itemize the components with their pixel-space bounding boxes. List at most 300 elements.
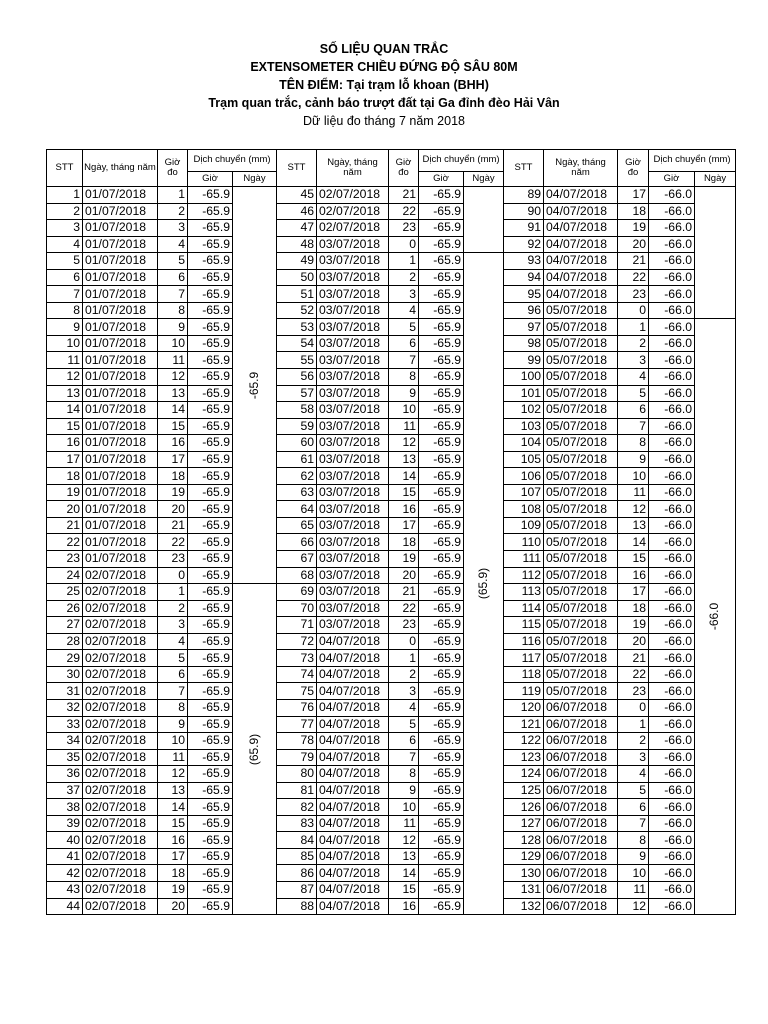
cell-hour: 1 <box>158 584 188 601</box>
cell-stt: 127 <box>504 815 544 832</box>
cell-displacement-hour: -65.9 <box>188 898 233 915</box>
cell-displacement-hour: -65.9 <box>419 633 464 650</box>
cell-displacement-hour: -66.0 <box>649 187 695 204</box>
cell-displacement-hour: -66.0 <box>649 716 695 733</box>
cell-date: 05/07/2018 <box>544 385 618 402</box>
cell-stt: 8 <box>47 302 83 319</box>
cell-hour: 1 <box>158 187 188 204</box>
cell-displacement-hour: -66.0 <box>649 683 695 700</box>
cell-stt: 125 <box>504 782 544 799</box>
cell-displacement-hour: -66.0 <box>649 484 695 501</box>
cell-date: 03/07/2018 <box>317 269 389 286</box>
cell-stt: 76 <box>277 699 317 716</box>
document-header <box>0 40 768 130</box>
cell-stt: 28 <box>47 633 83 650</box>
cell-stt: 27 <box>47 617 83 634</box>
cell-date: 01/07/2018 <box>83 551 158 568</box>
cell-date: 02/07/2018 <box>317 187 389 204</box>
cell-displacement-hour: -65.9 <box>419 881 464 898</box>
cell-displacement-day <box>464 253 504 915</box>
column-header-displacement: Dịch chuyển (mm) <box>188 150 277 172</box>
cell-date: 05/07/2018 <box>544 451 618 468</box>
table-row <box>47 534 736 551</box>
cell-date: 02/07/2018 <box>83 567 158 584</box>
cell-date: 05/07/2018 <box>544 468 618 485</box>
cell-hour: 13 <box>158 385 188 402</box>
cell-displacement-hour: -66.0 <box>649 269 695 286</box>
column-header-disp-day: Ngày <box>464 172 504 187</box>
cell-stt: 58 <box>277 402 317 419</box>
cell-displacement-hour: -65.9 <box>419 203 464 220</box>
cell-displacement-hour: -65.9 <box>419 716 464 733</box>
cell-displacement-hour: -65.9 <box>419 815 464 832</box>
cell-displacement-hour: -65.9 <box>419 898 464 915</box>
cell-hour: 10 <box>158 733 188 750</box>
cell-date: 06/07/2018 <box>544 782 618 799</box>
cell-displacement-hour: -65.9 <box>419 600 464 617</box>
cell-date: 03/07/2018 <box>317 617 389 634</box>
cell-date: 05/07/2018 <box>544 319 618 336</box>
cell-stt: 122 <box>504 733 544 750</box>
cell-displacement-hour: -65.9 <box>188 666 233 683</box>
cell-hour: 14 <box>158 799 188 816</box>
cell-displacement-hour: -66.0 <box>649 501 695 518</box>
column-header-hour: Giờ đo <box>618 150 649 187</box>
cell-date: 04/07/2018 <box>317 749 389 766</box>
table-row <box>47 749 736 766</box>
table-row <box>47 484 736 501</box>
cell-date: 01/07/2018 <box>83 236 158 253</box>
cell-displacement-hour: -65.9 <box>419 766 464 783</box>
cell-displacement-hour: -66.0 <box>649 567 695 584</box>
cell-displacement-hour: -66.0 <box>649 766 695 783</box>
cell-stt: 30 <box>47 666 83 683</box>
cell-date: 05/07/2018 <box>544 435 618 452</box>
cell-displacement-hour: -66.0 <box>649 517 695 534</box>
cell-displacement-hour: -65.9 <box>419 286 464 303</box>
cell-stt: 33 <box>47 716 83 733</box>
cell-stt: 5 <box>47 253 83 270</box>
column-header-date: Ngày, tháng năm <box>544 150 618 187</box>
cell-hour: 6 <box>618 402 649 419</box>
cell-stt: 108 <box>504 501 544 518</box>
cell-hour: 22 <box>618 666 649 683</box>
cell-displacement-day <box>464 187 504 253</box>
cell-date: 06/07/2018 <box>544 898 618 915</box>
day-value-label: -66.0 <box>707 603 722 631</box>
cell-hour: 1 <box>618 716 649 733</box>
cell-displacement-hour: -66.0 <box>649 815 695 832</box>
cell-date: 06/07/2018 <box>544 799 618 816</box>
cell-stt: 18 <box>47 468 83 485</box>
cell-hour: 15 <box>158 418 188 435</box>
cell-hour: 21 <box>618 650 649 667</box>
cell-stt: 90 <box>504 203 544 220</box>
cell-hour: 11 <box>618 881 649 898</box>
cell-date: 04/07/2018 <box>544 286 618 303</box>
cell-date: 04/07/2018 <box>317 799 389 816</box>
cell-date: 06/07/2018 <box>544 716 618 733</box>
cell-hour: 23 <box>389 617 419 634</box>
cell-stt: 22 <box>47 534 83 551</box>
cell-displacement-hour: -65.9 <box>188 253 233 270</box>
cell-hour: 11 <box>158 749 188 766</box>
cell-displacement-hour: -65.9 <box>419 683 464 700</box>
cell-stt: 70 <box>277 600 317 617</box>
cell-hour: 5 <box>158 253 188 270</box>
table-row <box>47 352 736 369</box>
cell-stt: 38 <box>47 799 83 816</box>
cell-date: 01/07/2018 <box>83 187 158 204</box>
cell-date: 06/07/2018 <box>544 766 618 783</box>
cell-date: 02/07/2018 <box>83 683 158 700</box>
cell-stt: 35 <box>47 749 83 766</box>
cell-stt: 57 <box>277 385 317 402</box>
cell-hour: 16 <box>389 501 419 518</box>
cell-displacement-hour: -65.9 <box>188 385 233 402</box>
table-row <box>47 898 736 915</box>
cell-date: 03/07/2018 <box>317 319 389 336</box>
cell-hour: 20 <box>158 501 188 518</box>
cell-date: 05/07/2018 <box>544 534 618 551</box>
cell-hour: 4 <box>389 699 419 716</box>
cell-date: 03/07/2018 <box>317 418 389 435</box>
table-row <box>47 683 736 700</box>
cell-displacement-hour: -65.9 <box>188 418 233 435</box>
cell-displacement-hour: -66.0 <box>649 418 695 435</box>
cell-displacement-hour: -66.0 <box>649 203 695 220</box>
cell-date: 01/07/2018 <box>83 484 158 501</box>
cell-hour: 11 <box>389 418 419 435</box>
cell-date: 01/07/2018 <box>83 319 158 336</box>
cell-date: 04/07/2018 <box>317 683 389 700</box>
cell-hour: 1 <box>618 319 649 336</box>
cell-stt: 79 <box>277 749 317 766</box>
cell-hour: 18 <box>618 600 649 617</box>
column-header-displacement: Dịch chuyển (mm) <box>649 150 736 172</box>
cell-displacement-hour: -65.9 <box>188 369 233 386</box>
table-row <box>47 782 736 799</box>
column-header-disp-hour: Giờ <box>188 172 233 187</box>
column-header-date: Ngày, tháng năm <box>83 150 158 187</box>
cell-stt: 84 <box>277 832 317 849</box>
cell-date: 05/07/2018 <box>544 633 618 650</box>
cell-stt: 63 <box>277 484 317 501</box>
cell-hour: 7 <box>158 683 188 700</box>
cell-hour: 23 <box>618 286 649 303</box>
cell-hour: 8 <box>389 369 419 386</box>
cell-displacement-hour: -66.0 <box>649 749 695 766</box>
table-row <box>47 617 736 634</box>
cell-date: 06/07/2018 <box>544 815 618 832</box>
cell-hour: 12 <box>389 832 419 849</box>
cell-stt: 103 <box>504 418 544 435</box>
cell-hour: 5 <box>618 385 649 402</box>
cell-hour: 10 <box>389 799 419 816</box>
cell-date: 04/07/2018 <box>544 203 618 220</box>
cell-hour: 18 <box>158 468 188 485</box>
cell-displacement-hour: -65.9 <box>188 716 233 733</box>
cell-stt: 132 <box>504 898 544 915</box>
cell-date: 04/07/2018 <box>317 865 389 882</box>
cell-stt: 54 <box>277 335 317 352</box>
cell-hour: 16 <box>158 435 188 452</box>
cell-stt: 86 <box>277 865 317 882</box>
cell-date: 02/07/2018 <box>83 716 158 733</box>
cell-hour: 6 <box>618 799 649 816</box>
point-name: TÊN ĐIỂM: Tại trạm lỗ khoan (BHH) <box>279 78 489 92</box>
cell-displacement-hour: -65.9 <box>419 335 464 352</box>
cell-hour: 10 <box>618 468 649 485</box>
cell-displacement-hour: -65.9 <box>188 468 233 485</box>
cell-displacement-hour: -66.0 <box>649 468 695 485</box>
cell-stt: 13 <box>47 385 83 402</box>
cell-stt: 32 <box>47 699 83 716</box>
cell-displacement-hour: -66.0 <box>649 220 695 237</box>
cell-hour: 19 <box>158 881 188 898</box>
cell-hour: 11 <box>618 484 649 501</box>
cell-stt: 42 <box>47 865 83 882</box>
cell-displacement-hour: -65.9 <box>188 319 233 336</box>
cell-stt: 101 <box>504 385 544 402</box>
column-header-hour: Giờ đo <box>158 150 188 187</box>
cell-stt: 107 <box>504 484 544 501</box>
cell-displacement-hour: -66.0 <box>649 319 695 336</box>
cell-hour: 15 <box>618 551 649 568</box>
cell-stt: 129 <box>504 848 544 865</box>
cell-date: 05/07/2018 <box>544 650 618 667</box>
cell-displacement-hour: -66.0 <box>649 600 695 617</box>
cell-displacement-hour: -65.9 <box>419 733 464 750</box>
cell-stt: 20 <box>47 501 83 518</box>
cell-hour: 14 <box>389 468 419 485</box>
cell-date: 04/07/2018 <box>317 650 389 667</box>
cell-displacement-hour: -66.0 <box>649 898 695 915</box>
cell-date: 04/07/2018 <box>317 832 389 849</box>
cell-hour: 23 <box>389 220 419 237</box>
column-header-hour: Giờ đo <box>389 150 419 187</box>
cell-stt: 17 <box>47 451 83 468</box>
cell-hour: 8 <box>158 699 188 716</box>
cell-displacement-hour: -66.0 <box>649 650 695 667</box>
table-row <box>47 551 736 568</box>
cell-hour: 19 <box>618 220 649 237</box>
table-row <box>47 220 736 237</box>
cell-hour: 8 <box>618 435 649 452</box>
cell-stt: 83 <box>277 815 317 832</box>
cell-displacement-hour: -65.9 <box>188 600 233 617</box>
cell-stt: 51 <box>277 286 317 303</box>
cell-stt: 118 <box>504 666 544 683</box>
cell-stt: 43 <box>47 881 83 898</box>
cell-displacement-hour: -65.9 <box>419 418 464 435</box>
cell-date: 05/07/2018 <box>544 335 618 352</box>
cell-stt: 109 <box>504 517 544 534</box>
cell-hour: 22 <box>389 203 419 220</box>
table-row <box>47 699 736 716</box>
cell-date: 06/07/2018 <box>544 733 618 750</box>
cell-displacement-hour: -66.0 <box>649 733 695 750</box>
cell-displacement-hour: -65.9 <box>188 683 233 700</box>
cell-hour: 9 <box>618 848 649 865</box>
cell-displacement-hour: -65.9 <box>419 468 464 485</box>
cell-hour: 3 <box>389 683 419 700</box>
cell-hour: 0 <box>618 302 649 319</box>
table-row <box>47 435 736 452</box>
cell-displacement-hour: -65.9 <box>419 187 464 204</box>
table-row <box>47 716 736 733</box>
cell-hour: 4 <box>618 766 649 783</box>
cell-stt: 80 <box>277 766 317 783</box>
cell-stt: 99 <box>504 352 544 369</box>
table-row <box>47 468 736 485</box>
cell-hour: 6 <box>158 666 188 683</box>
table-row <box>47 766 736 783</box>
cell-date: 05/07/2018 <box>544 584 618 601</box>
cell-date: 04/07/2018 <box>317 716 389 733</box>
cell-displacement-hour: -66.0 <box>649 782 695 799</box>
cell-stt: 36 <box>47 766 83 783</box>
cell-displacement-hour: -65.9 <box>188 733 233 750</box>
cell-date: 03/07/2018 <box>317 584 389 601</box>
cell-displacement-hour: -65.9 <box>419 269 464 286</box>
cell-date: 01/07/2018 <box>83 501 158 518</box>
cell-stt: 120 <box>504 699 544 716</box>
cell-date: 02/07/2018 <box>83 832 158 849</box>
cell-date: 03/07/2018 <box>317 551 389 568</box>
cell-displacement-hour: -65.9 <box>419 501 464 518</box>
cell-displacement-hour: -65.9 <box>188 517 233 534</box>
cell-displacement-hour: -65.9 <box>188 302 233 319</box>
cell-stt: 49 <box>277 253 317 270</box>
cell-stt: 89 <box>504 187 544 204</box>
cell-date: 04/07/2018 <box>317 733 389 750</box>
cell-displacement-hour: -66.0 <box>649 617 695 634</box>
cell-displacement-hour: -66.0 <box>649 633 695 650</box>
cell-date: 02/07/2018 <box>83 650 158 667</box>
cell-date: 05/07/2018 <box>544 369 618 386</box>
table-row <box>47 881 736 898</box>
cell-hour: 3 <box>158 220 188 237</box>
cell-hour: 5 <box>158 650 188 667</box>
cell-date: 02/07/2018 <box>83 815 158 832</box>
table-row <box>47 385 736 402</box>
cell-hour: 13 <box>389 848 419 865</box>
cell-displacement-hour: -65.9 <box>419 220 464 237</box>
cell-date: 04/07/2018 <box>317 782 389 799</box>
cell-hour: 12 <box>389 435 419 452</box>
cell-displacement-hour: -66.0 <box>649 832 695 849</box>
cell-hour: 0 <box>389 236 419 253</box>
cell-displacement-hour: -65.9 <box>188 236 233 253</box>
cell-stt: 81 <box>277 782 317 799</box>
column-header-disp-hour: Giờ <box>419 172 464 187</box>
column-header-stt: STT <box>47 150 83 187</box>
cell-hour: 14 <box>389 865 419 882</box>
cell-stt: 111 <box>504 551 544 568</box>
cell-stt: 26 <box>47 600 83 617</box>
table-row <box>47 865 736 882</box>
header-row <box>47 150 736 172</box>
cell-date: 02/07/2018 <box>83 865 158 882</box>
cell-date: 02/07/2018 <box>83 666 158 683</box>
cell-stt: 93 <box>504 253 544 270</box>
cell-stt: 88 <box>277 898 317 915</box>
cell-date: 05/07/2018 <box>544 501 618 518</box>
cell-date: 05/07/2018 <box>544 617 618 634</box>
table-row <box>47 501 736 518</box>
table-row <box>47 187 736 204</box>
cell-date: 02/07/2018 <box>317 220 389 237</box>
cell-date: 01/07/2018 <box>83 402 158 419</box>
cell-stt: 106 <box>504 468 544 485</box>
cell-hour: 10 <box>389 402 419 419</box>
cell-stt: 21 <box>47 517 83 534</box>
table-row <box>47 666 736 683</box>
table-row <box>47 733 736 750</box>
cell-displacement-hour: -65.9 <box>188 286 233 303</box>
cell-date: 03/07/2018 <box>317 335 389 352</box>
cell-displacement-hour: -65.9 <box>188 633 233 650</box>
cell-stt: 121 <box>504 716 544 733</box>
cell-displacement-hour: -65.9 <box>188 799 233 816</box>
cell-hour: 18 <box>618 203 649 220</box>
cell-date: 04/07/2018 <box>544 187 618 204</box>
cell-hour: 15 <box>158 815 188 832</box>
cell-date: 03/07/2018 <box>317 286 389 303</box>
cell-date: 03/07/2018 <box>317 402 389 419</box>
cell-hour: 13 <box>158 782 188 799</box>
day-value-label: -65.9 <box>247 371 262 399</box>
cell-date: 01/07/2018 <box>83 418 158 435</box>
table-row <box>47 650 736 667</box>
cell-date: 05/07/2018 <box>544 551 618 568</box>
cell-displacement-hour: -65.9 <box>419 302 464 319</box>
cell-date: 04/07/2018 <box>317 766 389 783</box>
cell-date: 02/07/2018 <box>83 782 158 799</box>
cell-displacement-hour: -65.9 <box>419 617 464 634</box>
cell-hour: 8 <box>618 832 649 849</box>
cell-displacement-hour: -65.9 <box>419 236 464 253</box>
cell-stt: 85 <box>277 848 317 865</box>
cell-date: 02/07/2018 <box>83 881 158 898</box>
table-row <box>47 319 736 336</box>
cell-displacement-hour: -65.9 <box>419 799 464 816</box>
cell-stt: 87 <box>277 881 317 898</box>
cell-date: 01/07/2018 <box>83 335 158 352</box>
cell-stt: 119 <box>504 683 544 700</box>
cell-hour: 0 <box>389 633 419 650</box>
cell-stt: 31 <box>47 683 83 700</box>
cell-stt: 131 <box>504 881 544 898</box>
table-row <box>47 600 736 617</box>
cell-hour: 4 <box>158 236 188 253</box>
cell-stt: 62 <box>277 468 317 485</box>
cell-stt: 47 <box>277 220 317 237</box>
cell-stt: 25 <box>47 584 83 601</box>
cell-stt: 91 <box>504 220 544 237</box>
cell-stt: 116 <box>504 633 544 650</box>
table-row <box>47 799 736 816</box>
cell-stt: 60 <box>277 435 317 452</box>
cell-date: 04/07/2018 <box>544 269 618 286</box>
cell-hour: 12 <box>158 766 188 783</box>
cell-displacement-hour: -65.9 <box>188 567 233 584</box>
cell-date: 02/07/2018 <box>83 898 158 915</box>
cell-stt: 11 <box>47 352 83 369</box>
cell-stt: 115 <box>504 617 544 634</box>
cell-date: 06/07/2018 <box>544 865 618 882</box>
